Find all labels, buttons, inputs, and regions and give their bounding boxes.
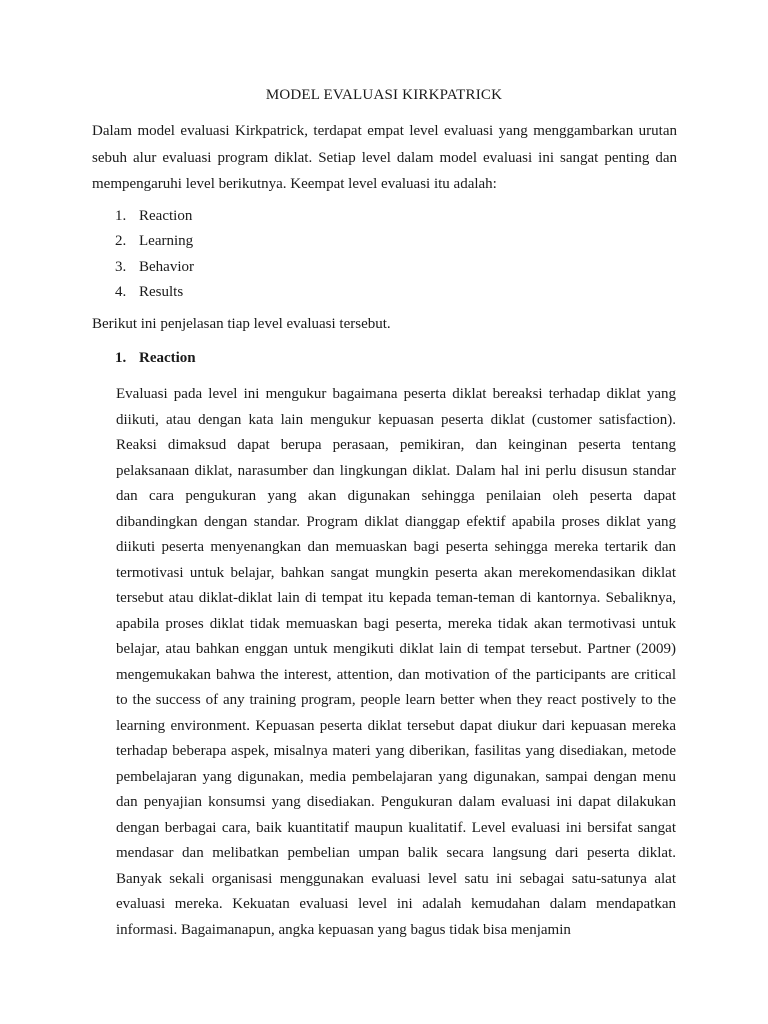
document-title: MODEL EVALUASI KIRKPATRICK <box>265 87 503 103</box>
section-number: 1. <box>115 350 127 366</box>
list-item-number: 4. <box>115 283 127 300</box>
list-item <box>115 204 194 229</box>
level-list <box>115 204 194 305</box>
list-item-label: Learning <box>139 233 194 250</box>
intro-paragraph: Dalam model evaluasi Kirkpatrick, terdapat empat level evaluasi yang menggambarkan urutan sebuh alur evaluasi program diklat. Setiap level dalam model evaluasi ini sangat penting dan mempengaruhi level berikutnya. Keempat level evaluasi itu adalah: <box>92 123 677 192</box>
followup-sentence: Berikut ini penjelasan tiap level evaluasi tersebut. <box>92 316 391 332</box>
list-item <box>115 255 194 280</box>
list-item-number: 1. <box>115 208 127 224</box>
list-item-number: 3. <box>115 258 127 275</box>
list-item-number: 2. <box>115 233 127 250</box>
section-heading-reaction <box>115 350 196 367</box>
section-title: Reaction <box>139 350 196 366</box>
list-item <box>115 280 194 305</box>
list-item-label: Reaction <box>139 208 193 224</box>
list-item-label: Behavior <box>139 258 194 275</box>
list-item-label: Results <box>139 283 184 300</box>
list-item <box>115 229 194 254</box>
reaction-body-paragraph: Evaluasi pada level ini mengukur bagaimana peserta diklat bereaksi terhadap diklat yang diikuti, atau dengan kata lain mengukur kepuasan peserta diklat (customer satisfaction). Reaksi dimaksud dapat berupa perasaan, pemikiran, dan keinginan peserta tentang pelaksanaan diklat, narasumber dan lingkungan diklat. Dalam hal ini perlu disusun standar dan cara pengukuran yang akan digunakan sehingga penilaian oleh peserta dapat dibandingkan dengan standar. Program diklat dianggap efektif apabila proses diklat yang diikuti peserta menyenangkan dan memuaskan bagi peserta sehingga mereka tertarik dan termotivasi untuk belajar, bahkan sangat mungkin peserta akan merekomendasikan diklat tersebut atau diklat-diklat lain di tempat itu kepada teman-teman di kantornya. Sebaliknya, apabila proses diklat tidak memuaskan bagi peserta, mereka tidak akan termotivasi untuk belajar, atau bahkan enggan untuk mengikuti diklat lain di tempat tersebut. Partner (2009) mengemukakan bahwa the interest, attention, dan motivation of the participants are critical to the success of any training program, people learn better when they react postively to the learning environment. Kepuasan peserta diklat tersebut dapat diukur dari kepuasan mereka terhadap beberapa aspek, misalnya materi yang diberikan, fasilitas yang disediakan, metode pembelajaran yang digunakan, media pembelajaran yang digunakan, sampai dengan menu dan penyajian konsumsi yang disediakan. Pengukuran dalam evaluasi ini dapat dilakukan dengan berbagai cara, baik kuantitatif maupun kualitatif. Level evaluasi ini bersifat sangat mendasar dan melibatkan pembelian umpan balik secara langsung dari peserta diklat. Banyak sekali organisasi menggunakan evaluasi level satu ini sebagai satu-satunya alat evaluasi mereka. Kekuatan evaluasi level ini adalah kemudahan dalam mendapatkan informasi. Bagaimanapun, angka kepuasan yang bagus tidak bisa menjamin <box>116 386 676 938</box>
